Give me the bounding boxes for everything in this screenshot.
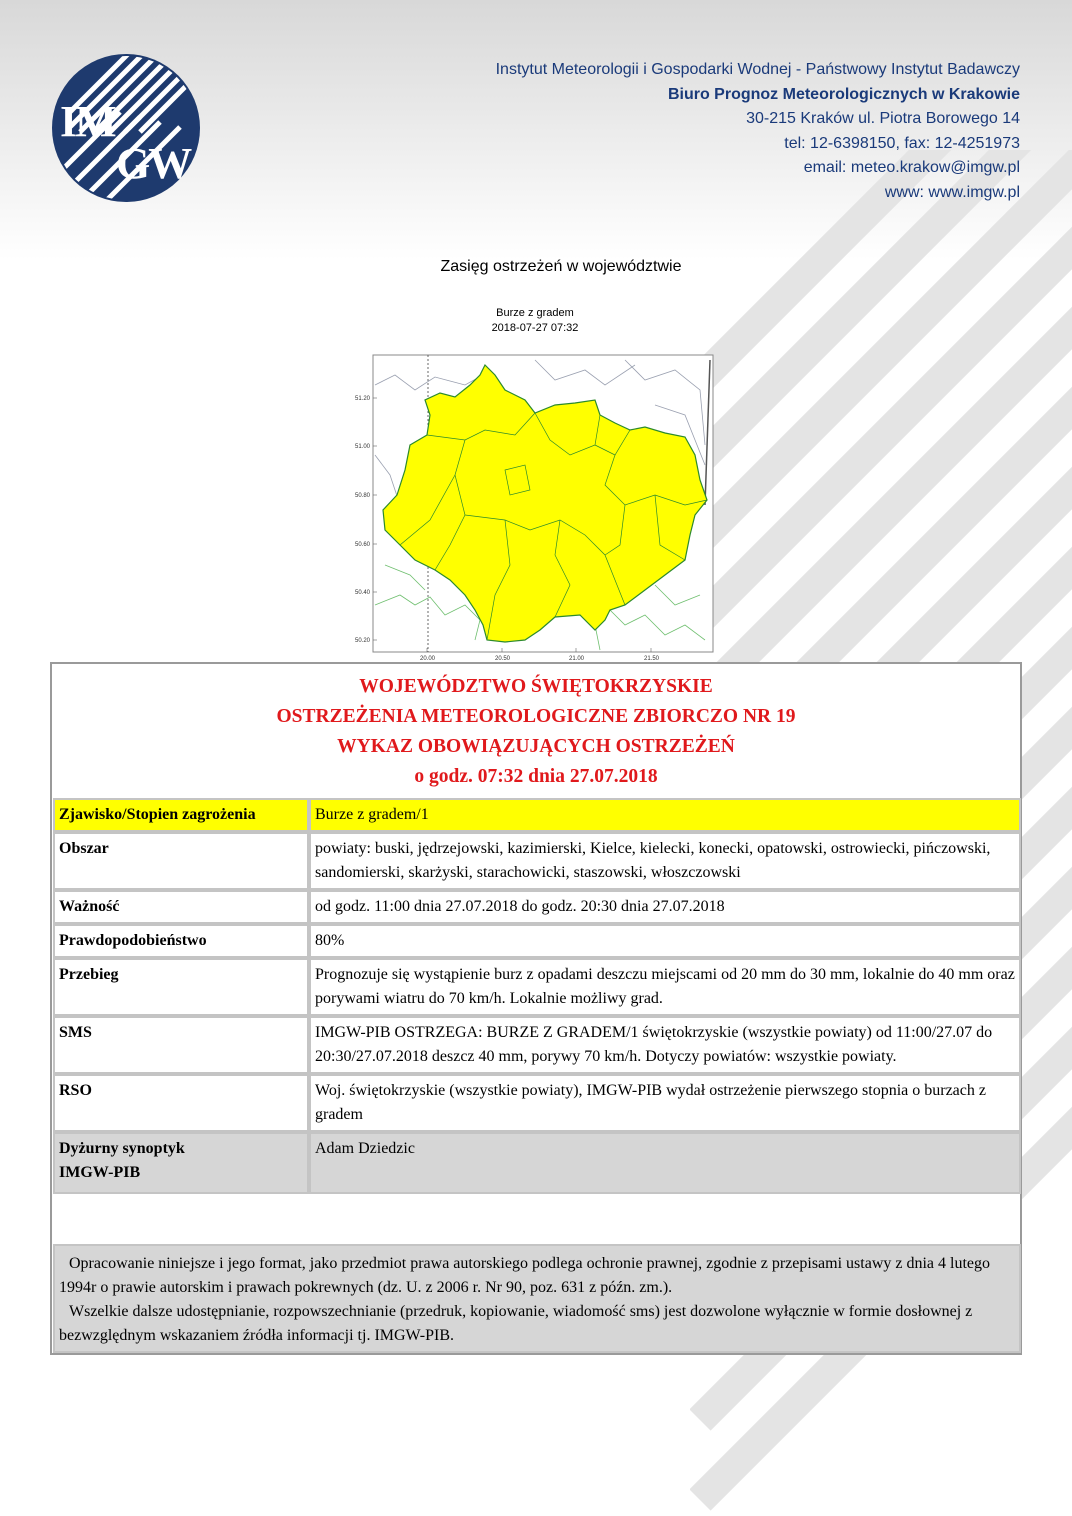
table-row bbox=[53, 1074, 1021, 1132]
table-row bbox=[53, 832, 1021, 890]
distribution-paragraph: Wszelkie dalsze udostępnianie, rozpowszechnianie (przedruk, kopiowanie, wiadomość sms) jest dozwolone wyłącznie w formie dosłownej z bezwzględnym wskazaniem źródła informacji tj. IMGW-PIB. bbox=[59, 1303, 973, 1344]
row-label-probability: Prawdopodobieństwo bbox=[53, 924, 309, 958]
map-section-title: Zasięg ostrzeżeń w województwie bbox=[440, 258, 682, 275]
y-tick-label: 50.60 bbox=[355, 542, 371, 548]
row-value-area: powiaty: buski, jędrzejowski, kazimierski, Kielce, kielecki, konecki, opatowski, ostrowiecki, pińczowski, sandomierski, skarżyski, starachowicki, staszowski, włoszczowski bbox=[309, 832, 1021, 890]
office-name: Biuro Prognoz Meteorologicznych w Krakowie bbox=[667, 85, 1020, 103]
row-label-sms: SMS bbox=[53, 1016, 309, 1074]
map-caption-phenomenon: Burze z gradem bbox=[496, 307, 574, 319]
imgw-logo bbox=[50, 52, 202, 204]
y-tick-label: 50.40 bbox=[355, 590, 371, 596]
warning-title-list: WYKAZ OBOWIĄZUJĄCYCH OSTRZEŻEŃ bbox=[337, 736, 735, 757]
row-value-phenomenon: Burze z gradem/1 bbox=[309, 798, 1021, 832]
table-row bbox=[53, 798, 1021, 832]
row-label-rso: RSO bbox=[53, 1074, 309, 1132]
table-row bbox=[53, 958, 1021, 1016]
institute-header bbox=[496, 58, 1020, 206]
row-value-validity: od godz. 11:00 dnia 27.07.2018 do godz. 20:30 dnia 27.07.2018 bbox=[309, 890, 1021, 924]
phone-fax: tel: 12-6398150, fax: 12-4251973 bbox=[784, 134, 1020, 152]
warning-map bbox=[355, 305, 725, 665]
x-tick-label: 20.50 bbox=[495, 656, 511, 662]
table-row bbox=[53, 1016, 1021, 1074]
forecaster-label-line1: Dyżurny synoptyk bbox=[59, 1140, 185, 1157]
row-label-forecaster bbox=[53, 1132, 309, 1194]
row-value-rso: Woj. świętokrzyskie (wszystkie powiaty), IMGW-PIB wydał ostrzeżenie pierwszego stopnia o burzach z gradem bbox=[309, 1074, 1021, 1132]
row-label-phenomenon: Zjawisko/Stopien zagrożenia bbox=[53, 798, 309, 832]
x-tick-label: 21.00 bbox=[569, 656, 585, 662]
row-label-validity: Ważność bbox=[53, 890, 309, 924]
y-tick-label: 51.00 bbox=[355, 444, 371, 450]
row-value-forecaster: Adam Dziedzic bbox=[309, 1132, 1021, 1194]
map-caption-datetime: 2018-07-27 07:32 bbox=[491, 322, 579, 334]
warning-title-region: WOJEWÓDZTWO ŚWIĘTOKRZYSKIE bbox=[359, 676, 713, 697]
warning-title-number: OSTRZEŻENIA METEOROLOGICZNE ZBIORCZO NR 19 bbox=[276, 706, 796, 727]
table-row bbox=[53, 924, 1021, 958]
table-row bbox=[53, 890, 1021, 924]
y-tick-label: 50.20 bbox=[355, 638, 371, 644]
x-tick-label: 21.50 bbox=[644, 656, 660, 662]
warning-document bbox=[50, 662, 1022, 1355]
row-value-sms: IMGW-PIB OSTRZEGA: BURZE Z GRADEM/1 świętokrzyskie (wszystkie powiaty) od 11:00/27.07 do 20:30/27.07.2018 deszcz 40 mm, porywy 70 km/h. Dotyczy powiatów: wszystkie powiaty. bbox=[309, 1016, 1021, 1074]
y-tick-label: 50.80 bbox=[355, 493, 371, 499]
logo-text-bottom: GW bbox=[116, 139, 191, 188]
row-label-area: Obszar bbox=[53, 832, 309, 890]
y-tick-label: 51.20 bbox=[355, 396, 371, 402]
copyright-footer bbox=[53, 1244, 1021, 1353]
website[interactable]: www: www.imgw.pl bbox=[884, 183, 1020, 201]
warning-heading bbox=[52, 664, 1020, 797]
x-tick-label: 20.00 bbox=[420, 656, 436, 662]
map-plot bbox=[355, 305, 725, 665]
copyright-paragraph: Opracowanie niniejsze i jego format, jako przedmiot prawa autorskiego podlega ochronie prawnej, zgodnie z przepisami ustawy z dnia 4 lutego 1994r o prawie autorskim i prawach pokrewnych (dz. U. z 2006 r. Nr 90, poz. 631 z późn. zm.). bbox=[59, 1255, 991, 1296]
email[interactable]: email: meteo.krakow@imgw.pl bbox=[803, 159, 1020, 177]
table-row bbox=[53, 1132, 1021, 1194]
row-label-course: Przebieg bbox=[53, 958, 309, 1016]
warning-table bbox=[53, 798, 1021, 1194]
address: 30-215 Kraków ul. Piotra Borowego 14 bbox=[746, 110, 1020, 128]
forecaster-label-line2: IMGW-PIB bbox=[59, 1164, 141, 1181]
institute-name: Instytut Meteorologii i Gospodarki Wodnej - Państwowy Instytut Badawczy bbox=[495, 61, 1020, 78]
warning-title-datetime: o godz. 07:32 dnia 27.07.2018 bbox=[414, 766, 658, 787]
row-value-probability: 80% bbox=[309, 924, 1021, 958]
row-value-course: Prognozuje się wystąpienie burz z opadami deszczu miejscami od 20 mm do 30 mm, lokalnie do 40 mm oraz porywami wiatru do 70 km/h. Lokalnie możliwy grad. bbox=[309, 958, 1021, 1016]
logo-text-top: IM bbox=[60, 97, 115, 146]
